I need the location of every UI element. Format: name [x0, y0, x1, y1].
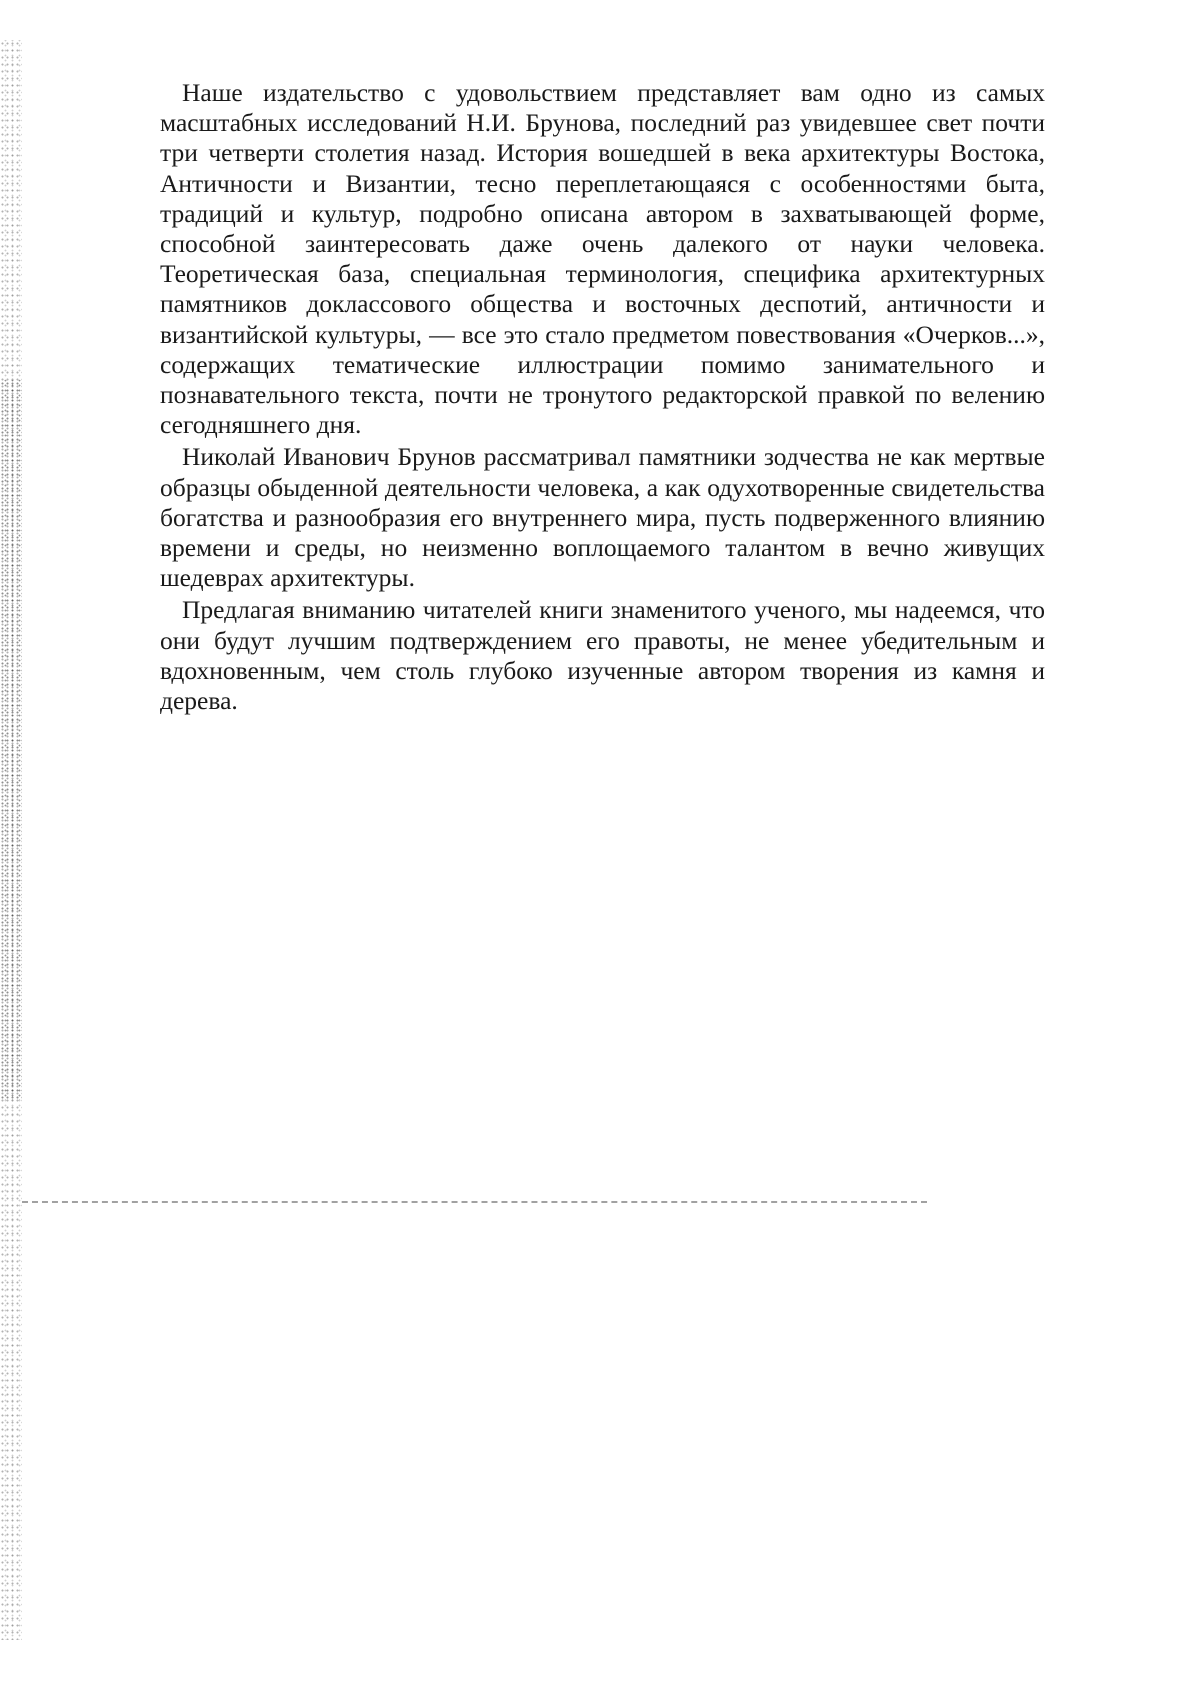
paragraph-closing: Предлагая вниманию читателей книги знаменитого ученого, мы надеемся, что они будут лучшим подтверждением его правоты, не менее убедительным и вдохновенным, чем столь глубоко изученные автором творения из камня и дерева.	[160, 595, 1045, 716]
paragraph-brunov: Николай Иванович Брунов рассматривал памятники зодчества не как мертвые образцы обыденной деятельности человека, а как одухотворенные свидетельства богатства и разнообразия его внутреннего мира, пусть подверженного влиянию времени и среды, но неизменно воплощаемого талантом в вечно живущих шедеврах архитектуры.	[160, 442, 1045, 593]
paragraph-intro: Наше издательство с удовольствием представляет вам одно из самых масштабных исследований Н.И. Брунова, последний раз увидевшее свет почти три четверти столетия назад. История вошедшей в века архитектуры Востока, Античности и Византии, тесно переплетающаяся с особенностями быта, традиций и культур, подробно описана автором в захватывающей форме, способной заинтересовать даже очень далекого от науки человека. Теоретическая база, специальная терминология, специфика архитектурных памятников доклассового общества и восточных деспотий, античности и византийской культуры, — все это стало предметом повествования «Очерков...», содержащих тематические иллюстрации помимо занимательного и познавательного текста, почти не тронутого редакторской правкой по велению сегодняшнего дня.	[160, 78, 1045, 440]
body-text	[160, 78, 1045, 718]
scan-noise-edge-dense	[0, 380, 22, 1100]
scan-dashed-line	[22, 1201, 927, 1203]
